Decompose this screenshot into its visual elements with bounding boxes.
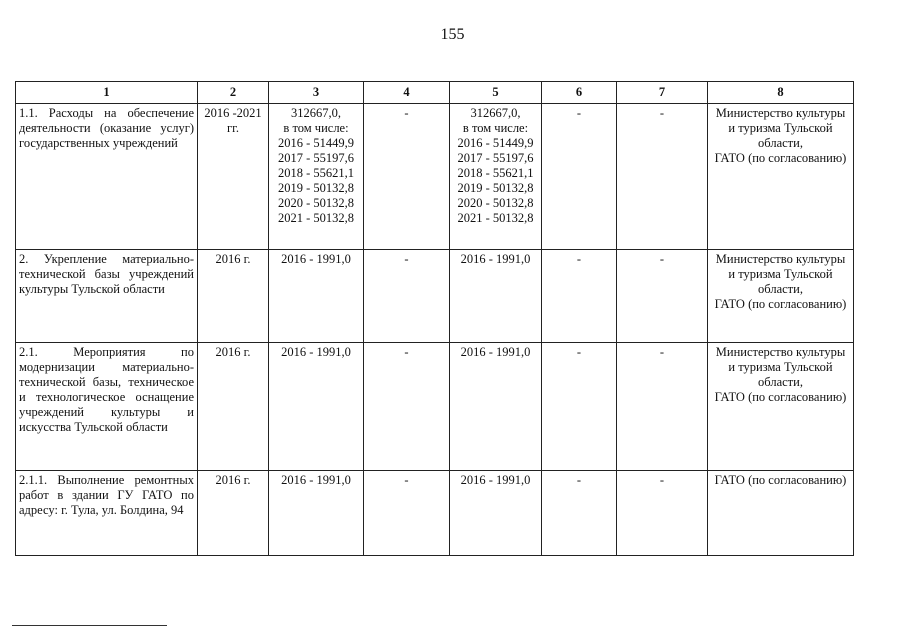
- funding-line: 2021 - 50132,8: [277, 211, 355, 225]
- responsible-executor: [708, 471, 854, 556]
- col-6-value: -: [542, 250, 617, 343]
- funding-line: 312667,0,: [470, 106, 521, 120]
- col-7-value: -: [617, 250, 708, 343]
- executor-line: Министерство культуры: [715, 345, 846, 359]
- executor-line: ГАТО (по согласованию): [714, 390, 847, 404]
- col-7-value: -: [617, 471, 708, 556]
- measure-name: 2.1.1. Выполнение ремонтных работ в здании ГУ ГАТО по адресу: г. Тула, ул. Болдина, 94: [16, 471, 198, 556]
- executor-line: и туризма Тульской: [728, 360, 833, 374]
- executor-line: области,: [758, 375, 803, 389]
- table-row: [16, 104, 854, 250]
- table-header: [16, 82, 854, 104]
- funding-line: в том числе:: [462, 121, 529, 135]
- total-funding: [269, 250, 364, 343]
- implementation-period: 2016 г.: [198, 343, 269, 471]
- funding-line: 2016 - 1991,0: [281, 345, 351, 359]
- funding-line: 2018 - 55621,1: [277, 166, 355, 180]
- header-col-3: 3: [269, 82, 364, 104]
- measure-name: 2. Укрепление материально-технической базы учреждений культуры Тульской области: [16, 250, 198, 343]
- funding-line: 2016 - 51449,9: [277, 136, 355, 150]
- funding-line: 2016 - 1991,0: [281, 473, 351, 487]
- executor-line: и туризма Тульской: [728, 267, 833, 281]
- col-5-funding: [450, 471, 542, 556]
- col-6-value: -: [542, 471, 617, 556]
- col-4-value: -: [364, 471, 450, 556]
- col-5-funding: [450, 104, 542, 250]
- header-row: [16, 82, 854, 104]
- header-col-7: 7: [617, 82, 708, 104]
- col-6-value: -: [542, 104, 617, 250]
- executor-line: ГАТО (по согласованию): [714, 473, 847, 487]
- col-5-funding: [450, 250, 542, 343]
- executor-line: и туризма Тульской: [728, 121, 833, 135]
- funding-line: 2017 - 55197,6: [457, 151, 534, 165]
- col-7-value: -: [617, 104, 708, 250]
- measure-name: 1.1. Расходы на обеспечение деятельности (оказание услуг) государственных учреждений: [16, 104, 198, 250]
- total-funding: [269, 471, 364, 556]
- header-col-6: 6: [542, 82, 617, 104]
- col-4-value: -: [364, 104, 450, 250]
- responsible-executor: [708, 104, 854, 250]
- table-row: [16, 250, 854, 343]
- funding-line: 2020 - 50132,8: [457, 196, 534, 210]
- col-6-value: -: [542, 343, 617, 471]
- header-col-4: 4: [364, 82, 450, 104]
- funding-line: 2016 - 1991,0: [460, 252, 531, 266]
- program-table: [15, 81, 854, 556]
- table-row: [16, 471, 854, 556]
- executor-line: ГАТО (по согласованию): [714, 151, 847, 165]
- executor-line: Министерство культуры: [715, 106, 846, 120]
- executor-line: Министерство культуры: [715, 252, 846, 266]
- funding-line: 2018 - 55621,1: [457, 166, 534, 180]
- col-7-value: -: [617, 343, 708, 471]
- implementation-period: 2016 г.: [198, 471, 269, 556]
- table-row: [16, 343, 854, 471]
- funding-line: 2016 - 1991,0: [281, 252, 351, 266]
- header-col-8: 8: [708, 82, 854, 104]
- executor-line: ГАТО (по согласованию): [714, 297, 847, 311]
- page-number: 155: [440, 26, 465, 43]
- col-5-funding: [450, 343, 542, 471]
- responsible-executor: [708, 343, 854, 471]
- funding-line: 2016 - 1991,0: [460, 473, 531, 487]
- header-col-5: 5: [450, 82, 542, 104]
- implementation-period: 2016 г.: [198, 250, 269, 343]
- funding-line: 2017 - 55197,6: [277, 151, 355, 165]
- funding-line: 312667,0,: [291, 106, 341, 120]
- col-4-value: -: [364, 343, 450, 471]
- measure-name: 2.1. Мероприятия по модернизации материально-технической базы, техническое и технологическое оснащение учреждений культуры и искусства Тульской области: [16, 343, 198, 471]
- funding-line: в том числе:: [283, 121, 349, 135]
- executor-line: области,: [758, 282, 803, 296]
- header-col-2: 2: [198, 82, 269, 104]
- implementation-period: 2016 -2021 гг.: [198, 104, 269, 250]
- executor-line: области,: [758, 136, 803, 150]
- total-funding: [269, 343, 364, 471]
- footnote-divider: [12, 625, 167, 626]
- col-4-value: -: [364, 250, 450, 343]
- funding-line: 2016 - 51449,9: [457, 136, 534, 150]
- funding-line: 2020 - 50132,8: [277, 196, 355, 210]
- header-col-1: 1: [16, 82, 198, 104]
- funding-line: 2019 - 50132,8: [457, 181, 534, 195]
- responsible-executor: [708, 250, 854, 343]
- funding-line: 2016 - 1991,0: [460, 345, 531, 359]
- funding-line: 2019 - 50132,8: [277, 181, 355, 195]
- funding-line: 2021 - 50132,8: [457, 211, 534, 225]
- total-funding: [269, 104, 364, 250]
